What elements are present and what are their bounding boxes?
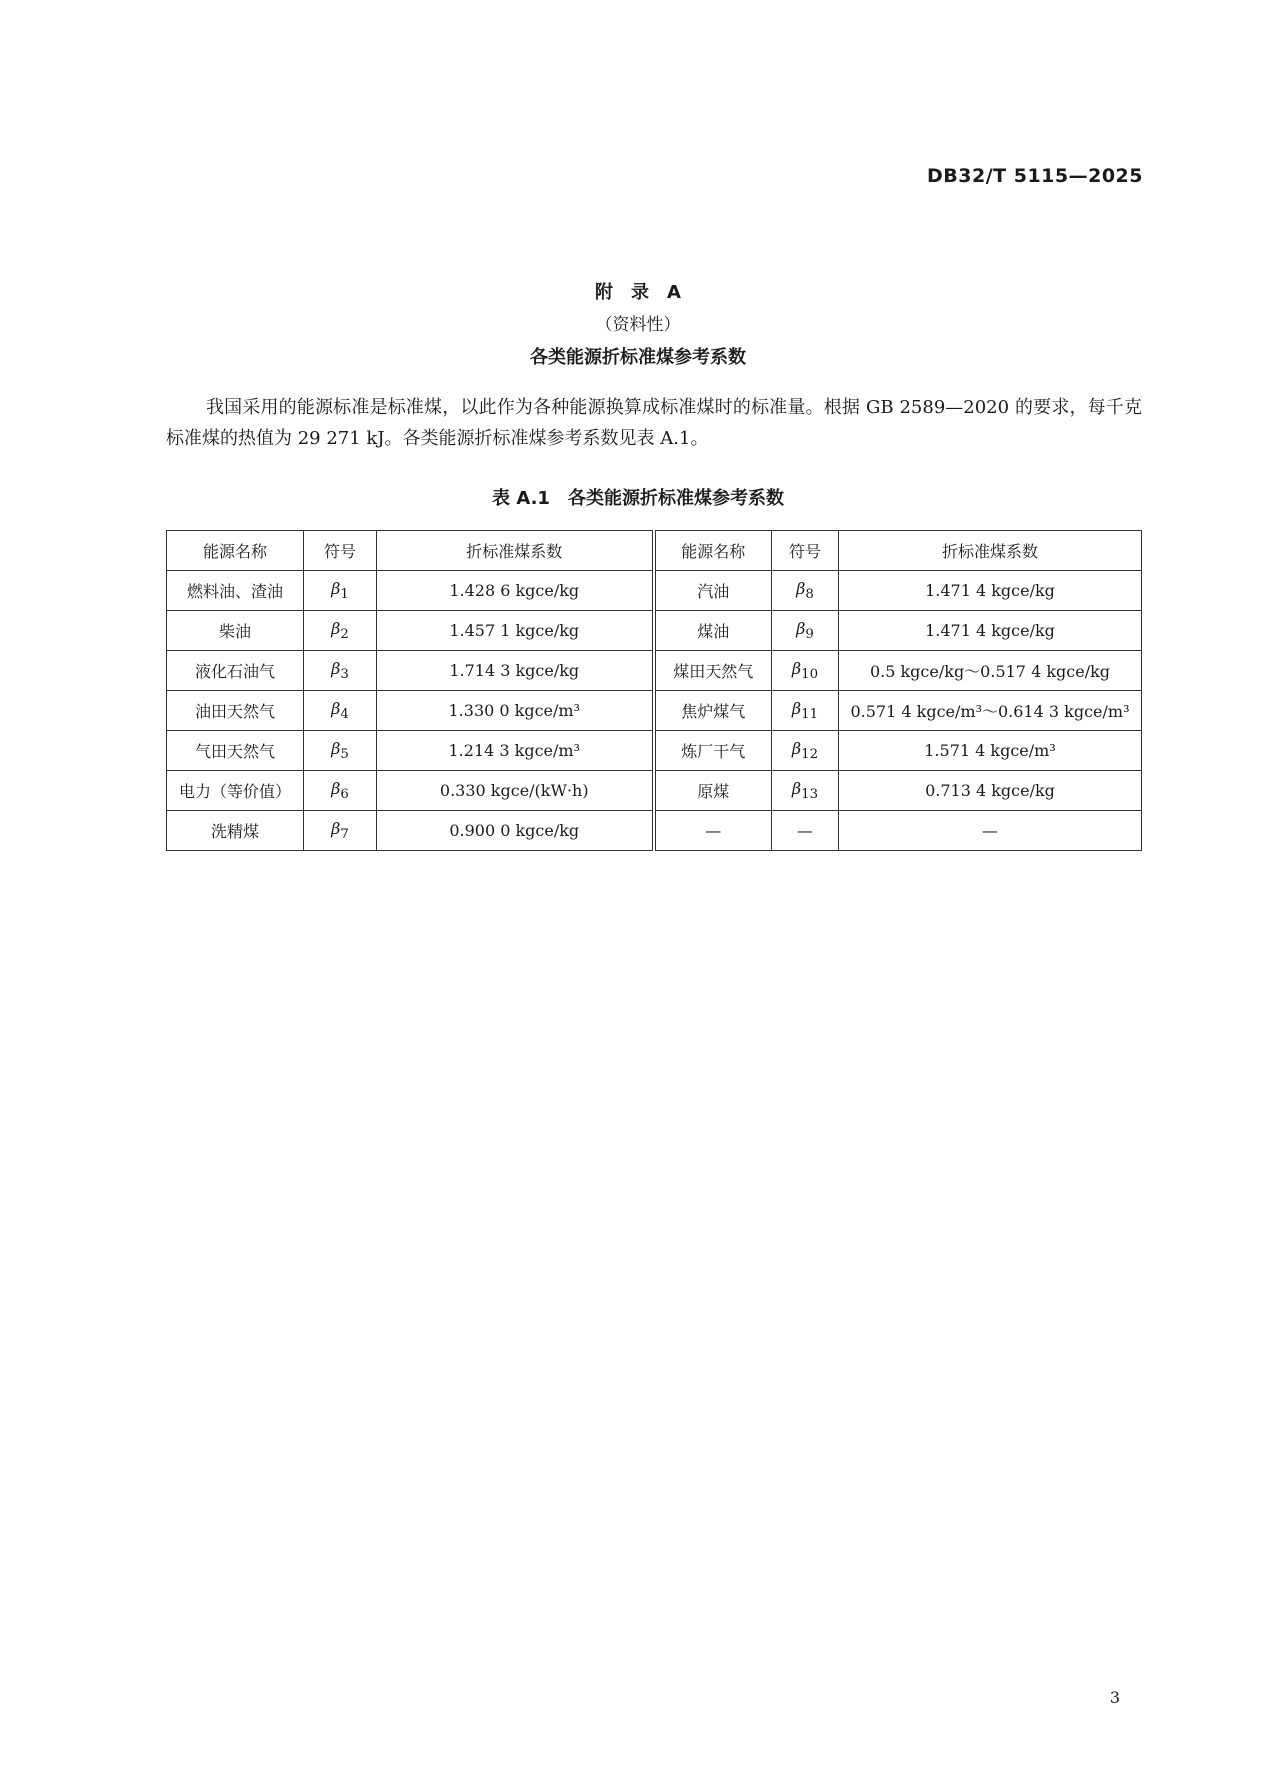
table-cell: 1.330 0 kgce/m³ <box>377 691 654 731</box>
header-cell: 符号 <box>304 531 377 571</box>
beta-symbol: β <box>791 698 802 718</box>
table-cell: — <box>839 811 1142 851</box>
table-cell: 焦炉煤气 <box>654 691 772 731</box>
table-cell: 汽油 <box>654 571 772 611</box>
symbol-cell <box>772 571 839 611</box>
table-cell: 1.471 4 kgce/kg <box>839 571 1142 611</box>
table-cell: 液化石油气 <box>167 651 304 691</box>
beta-symbol: β <box>331 698 341 718</box>
table-cell: 气田天然气 <box>167 731 304 771</box>
symbol-cell <box>304 651 377 691</box>
table-cell: 燃料油、渣油 <box>167 571 304 611</box>
symbol-cell <box>304 771 377 811</box>
table-cell: 洗精煤 <box>167 811 304 851</box>
table-row <box>167 731 1142 771</box>
symbol-subscript: 5 <box>340 747 349 763</box>
table-cell: 0.713 4 kgce/kg <box>839 771 1142 811</box>
table-row <box>167 691 1142 731</box>
header-cell: 能源名称 <box>167 531 304 571</box>
table-cell: — <box>654 811 772 851</box>
beta-symbol: β <box>331 818 341 838</box>
symbol-cell <box>304 811 377 851</box>
symbol-subscript: 8 <box>805 587 814 603</box>
symbol-subscript: 2 <box>340 627 349 643</box>
header-cell: 折标准煤系数 <box>839 531 1142 571</box>
table-row <box>167 571 1142 611</box>
appendix-title: 附 录 A <box>595 282 681 303</box>
header-cell: 折标准煤系数 <box>377 531 654 571</box>
table-cell: 1.214 3 kgce/m³ <box>377 731 654 771</box>
symbol-cell <box>304 691 377 731</box>
symbol-subscript: 11 <box>801 707 819 723</box>
symbol-subscript: 4 <box>340 707 349 723</box>
beta-symbol: β <box>791 778 802 798</box>
table-cell: 1.428 6 kgce/kg <box>377 571 654 611</box>
symbol-subscript: 6 <box>340 787 349 803</box>
page-number: 3 <box>1109 1688 1120 1707</box>
table-cell: 1.571 4 kgce/m³ <box>839 731 1142 771</box>
beta-symbol: β <box>796 578 806 598</box>
table-cell: 炼厂干气 <box>654 731 772 771</box>
table-cell: 0.330 kgce/(kW·h) <box>377 771 654 811</box>
table-cell: 电力（等价值） <box>167 771 304 811</box>
header-cell: 符号 <box>772 531 839 571</box>
table-row <box>167 651 1142 691</box>
document-code: DB32/T 5115—2025 <box>927 165 1143 187</box>
symbol-subscript: 1 <box>340 587 349 603</box>
symbol-cell <box>772 691 839 731</box>
symbol-subscript: 7 <box>340 827 349 843</box>
intro-paragraph: 我国采用的能源标准是标准煤，以此作为各种能源换算成标准煤时的标准量。根据 GB 2589—2020 的要求，每千克标准煤的热值为 29 271 kJ。各类能源折标准煤参考系数见表 A.1。 <box>166 397 1142 449</box>
symbol-cell <box>304 571 377 611</box>
symbol-subscript: 9 <box>805 627 814 643</box>
beta-symbol: β <box>331 578 341 598</box>
symbol-subscript: 13 <box>801 787 819 803</box>
symbol-cell <box>304 611 377 651</box>
symbol-subscript: 12 <box>801 747 819 763</box>
symbol-cell <box>772 731 839 771</box>
symbol-subscript: 10 <box>801 667 819 683</box>
table-cell: 煤油 <box>654 611 772 651</box>
table-cell: 煤田天然气 <box>654 651 772 691</box>
symbol-cell: — <box>772 811 839 851</box>
table-cell: 0.900 0 kgce/kg <box>377 811 654 851</box>
table-caption: 表 A.1 各类能源折标准煤参考系数 <box>492 488 784 509</box>
table-header-row <box>167 531 1142 571</box>
beta-symbol: β <box>331 618 341 638</box>
appendix-heading: 各类能源折标准煤参考系数 <box>530 347 746 368</box>
table-cell: 0.571 4 kgce/m³～0.614 3 kgce/m³ <box>839 691 1142 731</box>
table-cell: 1.457 1 kgce/kg <box>377 611 654 651</box>
symbol-cell <box>304 731 377 771</box>
table-cell: 油田天然气 <box>167 691 304 731</box>
header-cell: 能源名称 <box>654 531 772 571</box>
beta-symbol: β <box>791 658 802 678</box>
beta-symbol: β <box>331 658 341 678</box>
beta-symbol: β <box>331 738 341 758</box>
beta-symbol: β <box>791 738 802 758</box>
symbol-subscript: 3 <box>340 667 349 683</box>
table-cell: 1.714 3 kgce/kg <box>377 651 654 691</box>
symbol-cell <box>772 651 839 691</box>
table-cell: 原煤 <box>654 771 772 811</box>
table-row <box>167 771 1142 811</box>
table-cell: 柴油 <box>167 611 304 651</box>
symbol-cell <box>772 611 839 651</box>
table-cell: 0.5 kgce/kg～0.517 4 kgce/kg <box>839 651 1142 691</box>
symbol-cell <box>772 771 839 811</box>
coefficient-table <box>166 530 1142 851</box>
table-row <box>167 811 1142 851</box>
beta-symbol: β <box>331 778 341 798</box>
beta-symbol: β <box>796 618 806 638</box>
appendix-nature: （资料性） <box>595 315 681 335</box>
table-cell: 1.471 4 kgce/kg <box>839 611 1142 651</box>
table-row <box>167 611 1142 651</box>
